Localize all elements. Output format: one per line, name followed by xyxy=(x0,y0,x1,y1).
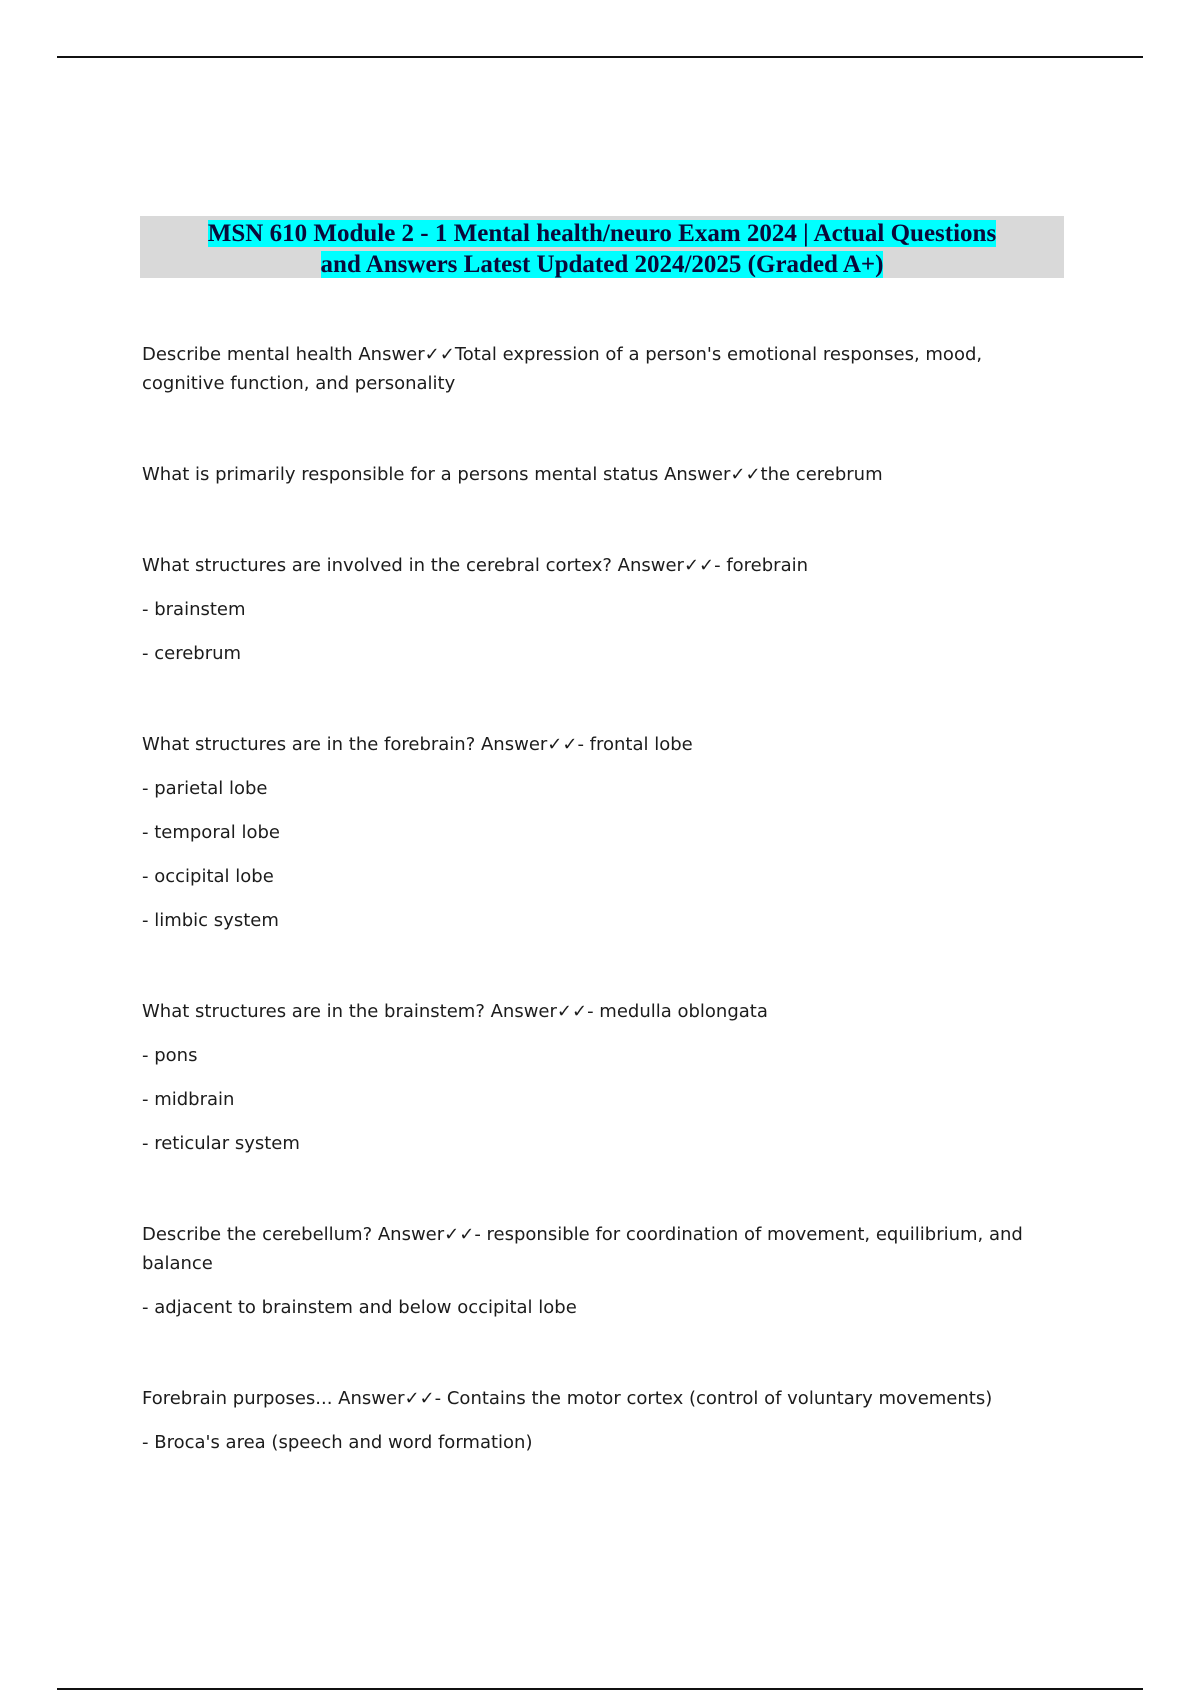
question-answer: Describe the cerebellum? Answer✓✓- responsible for coordination of movement, equilibrium, and balance xyxy=(142,1224,1023,1274)
answer-item: - cerebrum xyxy=(142,643,242,664)
qa-block xyxy=(142,340,1062,398)
question-answer: What structures are involved in the cerebral cortex? Answer✓✓- forebrain xyxy=(142,555,809,576)
top-rule xyxy=(57,56,1143,58)
question-answer: Describe mental health Answer✓✓Total expression of a person's emotional responses, mood, cognitive function, and personality xyxy=(142,344,983,394)
qa-block xyxy=(142,1384,1062,1457)
question-answer: What is primarily responsible for a persons mental status Answer✓✓the cerebrum xyxy=(142,464,883,485)
qa-block xyxy=(142,460,1062,489)
answer-item: - occipital lobe xyxy=(142,866,274,887)
answer-item: - limbic system xyxy=(142,910,279,931)
bottom-rule xyxy=(57,1688,1143,1690)
qa-block xyxy=(142,551,1062,668)
answer-item: - brainstem xyxy=(142,599,246,620)
qa-list xyxy=(142,340,1062,1457)
document-title xyxy=(140,216,1064,278)
qa-block xyxy=(142,997,1062,1158)
answer-item: - temporal lobe xyxy=(142,822,280,843)
title-line-2: and Answers Latest Updated 2024/2025 (Graded A+) xyxy=(320,251,884,278)
answer-item: - pons xyxy=(142,1045,198,1066)
answer-item: - Broca's area (speech and word formation) xyxy=(142,1432,533,1453)
question-answer: What structures are in the forebrain? Answer✓✓- frontal lobe xyxy=(142,734,693,755)
question-answer: Forebrain purposes... Answer✓✓- Contains the motor cortex (control of voluntary movements) xyxy=(142,1388,993,1409)
title-line-1: MSN 610 Module 2 - 1 Mental health/neuro Exam 2024 | Actual Questions xyxy=(207,220,997,247)
question-answer: What structures are in the brainstem? Answer✓✓- medulla oblongata xyxy=(142,1001,768,1022)
answer-item: - adjacent to brainstem and below occipital lobe xyxy=(142,1297,577,1318)
qa-block xyxy=(142,1220,1062,1322)
answer-item: - reticular system xyxy=(142,1133,300,1154)
answer-item: - midbrain xyxy=(142,1089,235,1110)
answer-item: - parietal lobe xyxy=(142,778,268,799)
qa-block xyxy=(142,730,1062,935)
